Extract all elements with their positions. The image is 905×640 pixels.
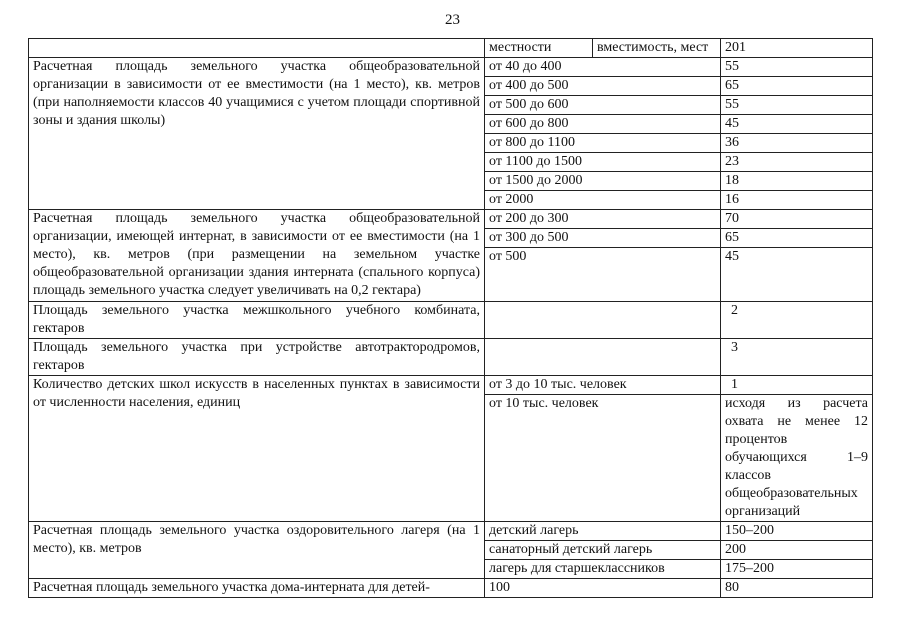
value-cell: 201 [721, 39, 873, 58]
value-cell: 45 [721, 248, 873, 302]
table-row [29, 376, 873, 395]
condition-cell: детский лагерь [485, 522, 721, 541]
param-cell: Количество детских школ искусств в населенных пунктах в зависимости от численности населения, единиц [29, 376, 485, 522]
table-row [29, 522, 873, 541]
condition-cell: санаторный детский лагерь [485, 541, 721, 560]
value-cell: 23 [721, 153, 873, 172]
condition-cell: вместимость, мест [593, 39, 721, 58]
value-cell: 45 [721, 115, 873, 134]
condition-cell: от 500 до 600 [485, 96, 721, 115]
value-cell: исходя из расчета охвата не менее 12 процентов обучающихся 1–9 классов общеобразовательных организаций [721, 395, 873, 522]
param-cell: Расчетная площадь земельного участка оздоровительного лагеря (на 1 место), кв. метров [29, 522, 485, 579]
condition-cell: от 40 до 400 [485, 58, 721, 77]
condition-cell: от 2000 [485, 191, 721, 210]
param-cell [29, 39, 485, 58]
value-cell: 150–200 [721, 522, 873, 541]
condition-cell: от 400 до 500 [485, 77, 721, 96]
param-cell: Расчетная площадь земельного участка дома-интерната для детей- [29, 579, 485, 598]
condition-cell: от 1500 до 2000 [485, 172, 721, 191]
condition-cell: от 3 до 10 тыс. человек [485, 376, 721, 395]
value-cell: 200 [721, 541, 873, 560]
param-cell: Расчетная площадь земельного участка общеобразовательной организации в зависимости от ее вместимости (на 1 место), кв. метров (при наполняемости классов 40 учащимися с учетом площади спортивной зоны и здания школы) [29, 58, 485, 210]
norms-table [28, 38, 873, 598]
value-cell: 80 [721, 579, 873, 598]
condition-cell: от 800 до 1100 [485, 134, 721, 153]
table-row [29, 58, 873, 77]
condition-cell [485, 339, 721, 376]
table-row [29, 39, 873, 58]
value-cell: 70 [721, 210, 873, 229]
value-cell: 1 [721, 376, 873, 395]
table-row [29, 210, 873, 229]
value-cell: 2 [721, 302, 873, 339]
condition-cell: от 600 до 800 [485, 115, 721, 134]
param-cell: Площадь земельного участка при устройстве автотрактородромов, гектаров [29, 339, 485, 376]
condition-cell: от 1100 до 1500 [485, 153, 721, 172]
page-number: 23 [445, 12, 460, 28]
value-cell: 55 [721, 58, 873, 77]
value-cell: 55 [721, 96, 873, 115]
value-cell: 65 [721, 77, 873, 96]
condition-cell: от 500 [485, 248, 721, 302]
value-cell: 18 [721, 172, 873, 191]
condition-cell: от 10 тыс. человек [485, 395, 721, 522]
value-cell: 36 [721, 134, 873, 153]
condition-cell: местности [485, 39, 593, 58]
condition-cell [485, 302, 721, 339]
param-cell: Площадь земельного участка межшкольного учебного комбината, гектаров [29, 302, 485, 339]
table-row [29, 339, 873, 376]
value-cell: 3 [721, 339, 873, 376]
table-row [29, 302, 873, 339]
table-row [29, 579, 873, 598]
value-cell: 16 [721, 191, 873, 210]
value-cell: 65 [721, 229, 873, 248]
condition-cell: от 200 до 300 [485, 210, 721, 229]
value-cell: 175–200 [721, 560, 873, 579]
param-cell: Расчетная площадь земельного участка общеобразовательной организации, имеющей интернат, в зависимости от ее вместимости (на 1 место), кв. метров (при размещении на земельном участке общеобразовательной организации здания интерната (спального корпуса) площадь земельного участка следует увеличивать на 0,2 гектара) [29, 210, 485, 302]
condition-cell: от 300 до 500 [485, 229, 721, 248]
condition-cell: 100 [485, 579, 721, 598]
condition-cell: лагерь для старшеклассников [485, 560, 721, 579]
